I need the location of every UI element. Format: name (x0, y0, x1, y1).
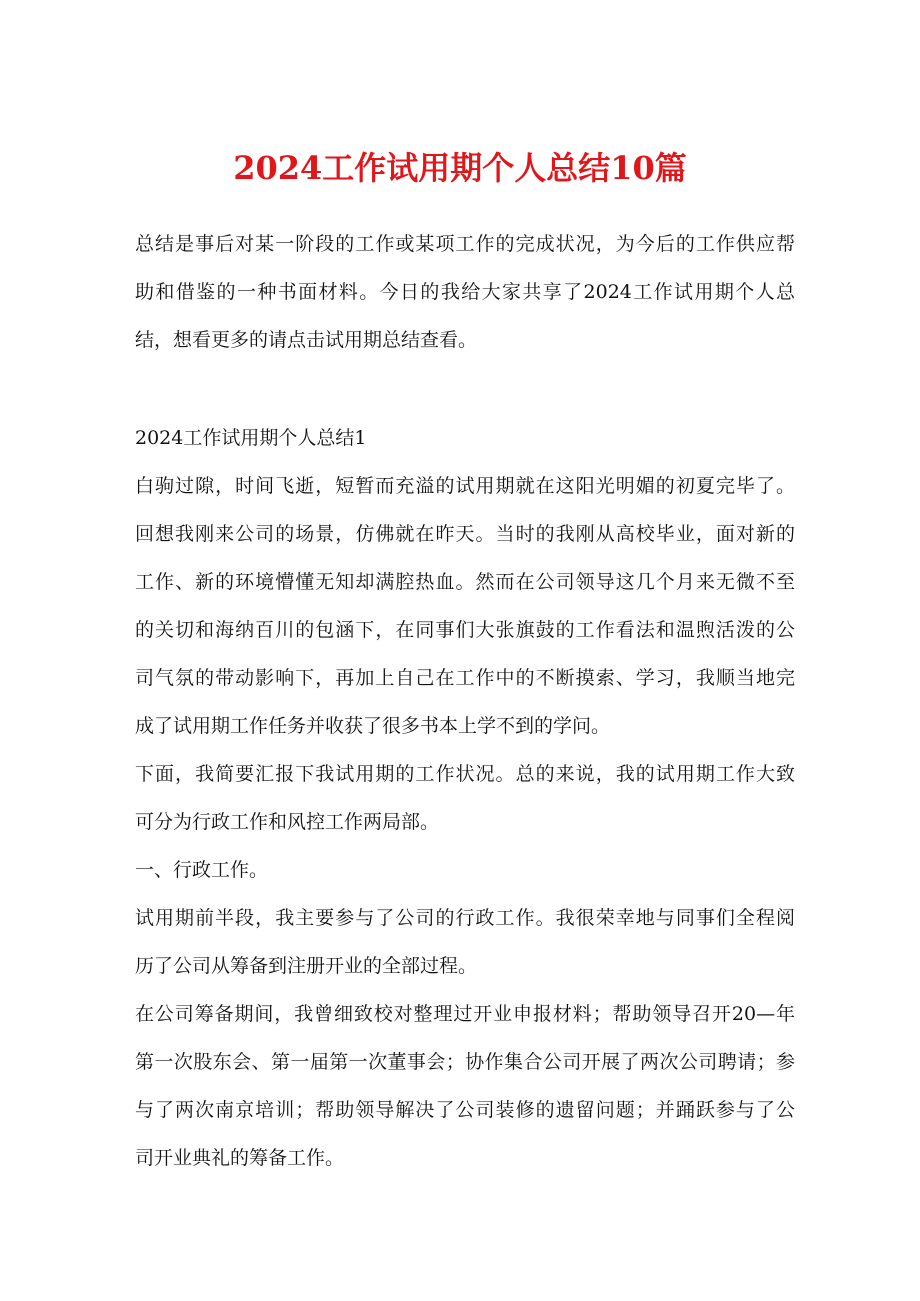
body-line-11: 历了公司从筹备到注册开业的全部过程。 (135, 955, 478, 977)
intro-line-3: 结，想看更多的请点击试用期总结查看。 (135, 329, 478, 351)
body-line-7: 下面，我简要汇报下我试用期的工作状况。总的来说，我的试用期工作大致 (135, 763, 795, 785)
body-line-3: 工作、新的环境懵懂无知却满腔热血。然而在公司领导这几个月来无微不至 (135, 571, 795, 593)
body-line-5: 司气氛的带动影响下，再加上自己在工作中的不断摸索、学习，我顺当地完 (135, 667, 795, 689)
body-line-10: 试用期前半段，我主要参与了公司的行政工作。我很荣幸地与同事们全程阅 (135, 907, 795, 929)
body-line-15: 司开业典礼的筹备工作。 (135, 1147, 345, 1169)
body-line-8: 可分为行政工作和风控工作两局部。 (135, 811, 440, 833)
intro-line-2: 助和借鉴的一种书面材料。今日的我给大家共享了2024工作试用期个人总 (135, 281, 795, 303)
document-title: 2024工作试用期个人总结10篇 (233, 149, 687, 187)
body-line-4: 的关切和海纳百川的包涵下，在同事们大张旗鼓的工作看法和温煦活泼的公 (135, 619, 795, 641)
section-heading: 2024工作试用期个人总结1 (135, 427, 367, 449)
body-line-14: 与了两次南京培训；帮助领导解决了公司装修的遗留问题；并踊跃参与了公 (135, 1099, 795, 1121)
body-line-13: 第一次股东会、第一届第一次董事会；协作集合公司开展了两次公司聘请；参 (135, 1051, 795, 1073)
body-line-1: 白驹过隙，时间飞逝，短暂而充溢的试用期就在这阳光明媚的初夏完毕了。 (135, 475, 795, 497)
body-line-6: 成了试用期工作任务并收获了很多书本上学不到的学问。 (135, 715, 611, 737)
intro-line-1: 总结是事后对某一阶段的工作或某项工作的完成状况，为今后的工作供应帮 (135, 233, 795, 255)
body-line-2: 回想我刚来公司的场景，仿佛就在昨天。当时的我刚从高校毕业，面对新的 (135, 523, 795, 545)
body-line-12: 在公司筹备期间，我曾细致校对整理过开业申报材料；帮助领导召开20—年 (135, 1003, 795, 1025)
body-line-9: 一、行政工作。 (135, 859, 269, 881)
